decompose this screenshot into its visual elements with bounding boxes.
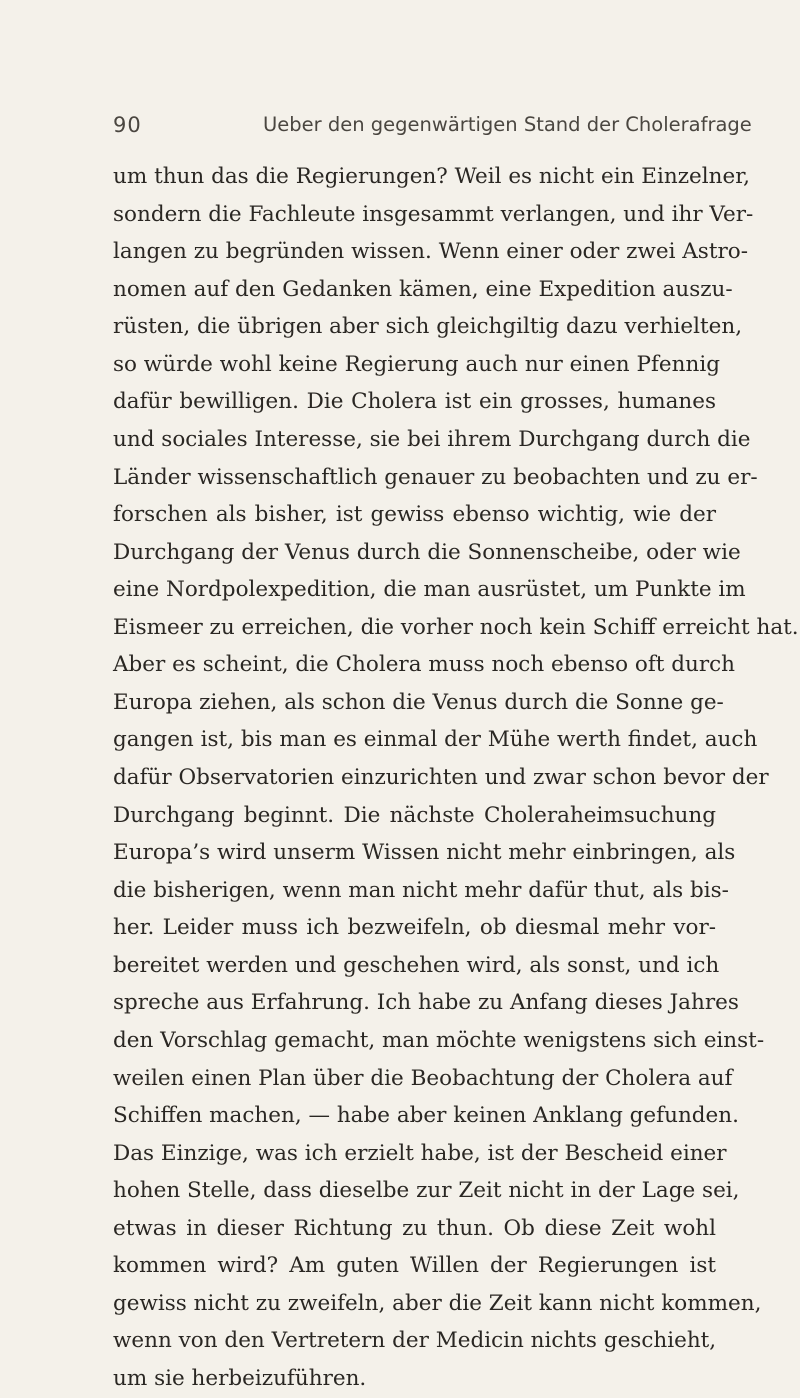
text-line: bereitet werden und geschehen wird, als sonst, und ich [113,952,720,978]
text-line: forschen als bisher, ist gewiss ebenso wichtig, wie der [113,502,716,528]
text-line: dafür bewilligen. Die Cholera ist ein grosses, humanes [113,389,716,415]
text-line: weilen einen Plan über die Beobachtung der Cholera auf [113,1065,733,1091]
text-line: Durchgang der Venus durch die Sonnenscheibe, oder wie [113,539,741,565]
text-line: Europa’s wird unserm Wissen nicht mehr einbringen, als [113,840,736,866]
text-line: kommen wird? Am guten Willen der Regierungen ist [113,1253,716,1279]
text-line: Länder wissenschaftlich genauer zu beobachten und zu er- [113,464,758,490]
text-line: hohen Stelle, dass dieselbe zur Zeit nicht in der Lage sei, [113,1178,740,1204]
text-line: Durchgang beginnt. Die nächste Choleraheimsuchung [113,802,716,828]
text-line: dafür Observatorien einzurichten und zwar schon bevor der [113,765,769,790]
text-line: Eismeer zu erreichen, die vorher noch kein Schiff erreicht hat. [113,614,799,640]
text-line: wenn von den Vertretern der Medicin nichts geschieht, [113,1328,717,1354]
text-line: Das Einzige, was ich erzielt habe, ist der Bescheid einer [113,1140,727,1166]
text-line: rüsten, die übrigen aber sich gleichgiltig dazu verhielten, [113,314,743,340]
running-title: Ueber den gegenwärtigen Stand der Cholerafrage [263,113,752,136]
text-line: die bisherigen, wenn man nicht mehr dafür thut, als bis- [113,877,729,903]
text-line: so würde wohl keine Regierung auch nur einen Pfennig [113,351,720,377]
text-line: her. Leider muss ich bezweifeln, ob diesmal mehr vor- [113,915,716,941]
text-line: um sie herbeizuführen. [113,1366,367,1391]
text-line: nomen auf den Gedanken kämen, eine Expedition auszu- [113,276,733,302]
text-line: spreche aus Erfahrung. Ich habe zu Anfang dieses Jahres [113,990,739,1016]
body-text [113,158,799,1398]
text-line: Europa ziehen, als schon die Venus durch die Sonne ge- [113,689,724,715]
text-line: den Vorschlag gemacht, man möchte wenigstens sich einst- [113,1027,765,1053]
text-line: etwas in dieser Richtung zu thun. Ob diese Zeit wohl [113,1215,716,1241]
running-head [113,113,752,145]
text-line: Aber es scheint, die Cholera muss noch ebenso oft durch [113,652,736,678]
text-line: langen zu begründen wissen. Wenn einer oder zwei Astro- [113,239,748,265]
text-line: eine Nordpolexpedition, die man ausrüstet, um Punkte im [113,577,746,603]
text-line: gangen ist, bis man es einmal der Mühe werth findet, auch [113,727,758,753]
text-line: sondern die Fachleute insgesammt verlangen, und ihr Ver- [113,201,754,227]
text-line: Schiffen machen, — habe aber keinen Anklang gefunden. [113,1103,739,1129]
text-line: gewiss nicht zu zweifeln, aber die Zeit kann nicht kommen, [113,1290,762,1316]
text-line: um thun das die Regierungen? Weil es nicht ein Einzelner, [113,164,750,189]
text-line: und sociales Interesse, sie bei ihrem Durchgang durch die [113,426,751,452]
page-number: 90 [113,113,142,137]
